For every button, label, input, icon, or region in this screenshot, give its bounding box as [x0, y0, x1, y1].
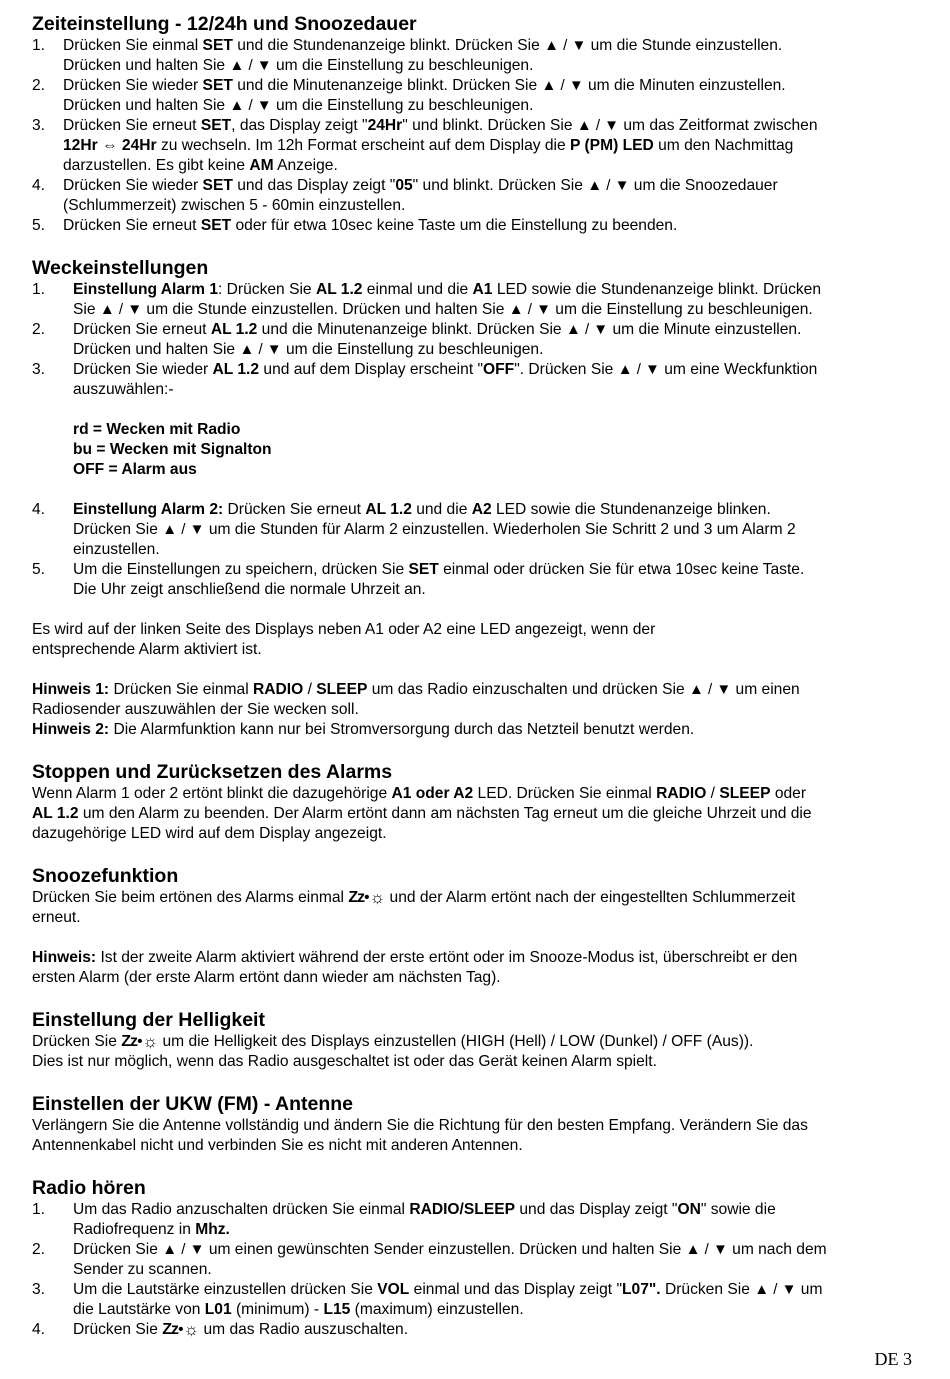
list-item: 1. Einstellung Alarm 1: Drücken Sie AL 1.2 einmal und die A1 LED sowie die Stundenanzeige blinkt. Drücken Sie ▲ / ▼ um die Stunde einzustellen. Drücken und halten Sie ▲ / ▼ um die Einstellung zu beschleunigen. — [32, 281, 822, 318]
list-item: 4. Drücken Sie Zz•☼ um das Radio auszuschalten. — [32, 1320, 409, 1339]
paragraph: Drücken Sie Zz•☼ um die Helligkeit des Displays einzustellen (HIGH (Hell) / LOW (Dunkel) / OFF (Aus)). Dies ist nur möglich, wenn das Radio ausgeschaltet ist oder das Gerät keinen Alarm spielt. — [32, 1032, 754, 1070]
up-down-arrows-icon: ▲ / ▼ — [617, 361, 660, 378]
section-stop-alarm — [32, 760, 922, 844]
paragraph: Verlängern Sie die Antenne vollständig und ändern Sie die Richtung für den besten Empfang. Verändern Sie das Antennenkabel nicht und verbinden Sie es nicht mit anderen Antennen. — [32, 1117, 808, 1154]
snooze-dimmer-icon: Zz•☼ — [348, 888, 386, 907]
section-time-setting — [32, 12, 922, 236]
section-title: Einstellen der UKW (FM) - Antenne — [32, 1093, 354, 1115]
note-1: Hinweis 1: Drücken Sie einmal RADIO / SLEEP um das Radio einzuschalten und drücken Sie ▲ / ▼ um einen Radiosender auszuwählen der Sie wecken soll. — [32, 681, 800, 718]
paragraph: Es wird auf der linken Seite des Displays neben A1 oder A2 eine LED angezeigt, wenn der entsprechende Alarm aktiviert ist. — [32, 621, 656, 658]
page-number: DE 3 — [874, 1349, 912, 1369]
list-item: 3. Drücken Sie wieder AL 1.2 und auf dem Display erscheint "OFF". Drücken Sie ▲ / ▼ um eine Weckfunktion auszuwählen:- — [32, 361, 818, 398]
snooze-dimmer-icon: Zz•☼ — [162, 1320, 200, 1339]
alarm-mode-options — [32, 420, 922, 480]
section-fm-antenna — [32, 1092, 922, 1156]
list-item: 1. Drücken Sie einmal SET und die Stundenanzeige blinkt. Drücken Sie ▲ / ▼ um die Stunde einzustellen. Drücken und halten Sie ▲ / ▼ um die Einstellung zu beschleunigen. — [32, 37, 783, 74]
list-item: 2. Drücken Sie ▲ / ▼ um einen gewünschten Sender einzustellen. Drücken und halten Sie ▲ / ▼ um nach dem Sender zu scannen. — [32, 1241, 827, 1278]
up-down-arrows-icon: ▲ / ▼ — [508, 301, 551, 318]
section-radio — [32, 1176, 922, 1340]
section-title: Snoozefunktion — [32, 865, 179, 887]
note-2: Hinweis 2: Die Alarmfunktion kann nur bei Stromversorgung durch das Netzteil benutzt werden. — [32, 721, 695, 738]
section-title: Radio hören — [32, 1177, 146, 1199]
option-line: OFF = Alarm aus — [73, 461, 197, 478]
up-down-arrows-icon: ▲ / ▼ — [685, 1241, 728, 1258]
list-item: 4. Einstellung Alarm 2: Drücken Sie erneut AL 1.2 und die A2 LED sowie die Stundenanzeige blinken. Drücken Sie ▲ / ▼ um die Stunden für Alarm 2 einzustellen. Wiederholen Sie Schritt 2 und 3 um Alarm 2 einzustellen. — [32, 501, 796, 558]
list-item: 1. Um das Radio anzuschalten drücken Sie einmal RADIO/SLEEP und das Display zeigt "ON" sowie die Radiofrequenz in Mhz. — [32, 1201, 776, 1238]
up-down-arrows-icon: ▲ / ▼ — [576, 117, 620, 134]
up-down-arrows-icon: ▲ / ▼ — [229, 57, 272, 74]
snooze-dimmer-icon: Zz•☼ — [121, 1032, 159, 1051]
up-down-arrows-icon: ▲ / ▼ — [689, 681, 732, 698]
up-down-arrows-icon: ▲ / ▼ — [587, 177, 630, 194]
up-down-arrows-icon: ▲ / ▼ — [541, 77, 584, 94]
section-title: Stoppen und Zurücksetzen des Alarms — [32, 761, 393, 783]
note: Hinweis: Ist der zweite Alarm aktiviert während der erste ertönt oder im Snooze-Modus ist, überschreibt er den ersten Alarm (der erste Alarm ertönt dann wieder am nächsten Tag). — [32, 949, 798, 986]
up-down-arrows-icon: ▲ / ▼ — [565, 321, 609, 338]
option-line: rd = Wecken mit Radio — [73, 421, 241, 438]
section-snooze — [32, 864, 922, 988]
section-title: Weckeinstellungen — [32, 257, 209, 279]
up-down-arrows-icon: ▲ / ▼ — [99, 301, 143, 318]
list-item: 5. Drücken Sie erneut SET oder für etwa 10sec keine Taste um die Einstellung zu beenden. — [32, 217, 678, 234]
up-down-arrows-icon: ▲ / ▼ — [162, 521, 205, 538]
list-item: 2. Drücken Sie wieder SET und die Minutenanzeige blinkt. Drücken Sie ▲ / ▼ um die Minuten einzustellen. Drücken und halten Sie ▲ / ▼ um die Einstellung zu beschleunigen. — [32, 77, 786, 114]
section-alarm-settings — [32, 256, 922, 740]
paragraph: Drücken Sie beim ertönen des Alarms einmal Zz•☼ und der Alarm ertönt nach der eingestellten Schlummerzeit erneut. — [32, 888, 796, 926]
up-down-arrows-icon: ▲ / ▼ — [544, 37, 587, 54]
list-item: 2. Drücken Sie erneut AL 1.2 und die Minutenanzeige blinkt. Drücken Sie ▲ / ▼ um die Minute einzustellen. Drücken und halten Sie ▲ / ▼ um die Einstellung zu beschleunigen. — [32, 321, 802, 358]
paragraph: Wenn Alarm 1 oder 2 ertönt blinkt die dazugehörige A1 oder A2 LED. Drücken Sie einmal RADIO / SLEEP oder AL 1.2 um den Alarm zu beenden. Der Alarm ertönt dann am nächsten Tag erneut um die gleiche Uhrzeit und die dazugehörige LED wird auf dem Display angezeigt. — [32, 785, 812, 842]
option-line: bu = Wecken mit Signalton — [73, 441, 272, 458]
up-down-arrows-icon: ▲ / ▼ — [229, 97, 272, 114]
up-down-arrows-icon: ▲ / ▼ — [754, 1281, 797, 1298]
list-item: 5. Um die Einstellungen zu speichern, drücken Sie SET einmal oder drücken Sie für etwa 10sec keine Taste. Die Uhr zeigt anschließend die normale Uhrzeit an. — [32, 561, 805, 598]
manual-page — [32, 12, 922, 1360]
up-down-arrows-icon: ▲ / ▼ — [239, 341, 282, 358]
up-down-arrows-icon: ▲ / ▼ — [162, 1241, 205, 1258]
list-item: 3. Um die Lautstärke einzustellen drücken Sie VOL einmal und das Display zeigt "L07". Drücken Sie ▲ / ▼ um die Lautstärke von L01 (minimum) - L15 (maximum) einzustellen. — [32, 1281, 823, 1318]
list-item: 3. Drücken Sie erneut SET, das Display zeigt "24Hr" und blinkt. Drücken Sie ▲ / ▼ um das Zeitformat zwischen 12Hr ⇔ 24Hr zu wechseln. Im 12h Format erscheint auf dem Display die P (PM) LED um den Nachmittag darzustellen. Es gibt keine AM Anzeige. — [32, 117, 818, 174]
section-brightness — [32, 1008, 922, 1072]
section-title: Zeiteinstellung - 12/24h und Snoozedauer — [32, 13, 417, 35]
list-item: 4. Drücken Sie wieder SET und das Display zeigt "05" und blinkt. Drücken Sie ▲ / ▼ um die Snoozedauer (Schlummerzeit) zwischen 5 - 60min einzustellen. — [32, 177, 778, 214]
section-title: Einstellung der Helligkeit — [32, 1009, 265, 1031]
